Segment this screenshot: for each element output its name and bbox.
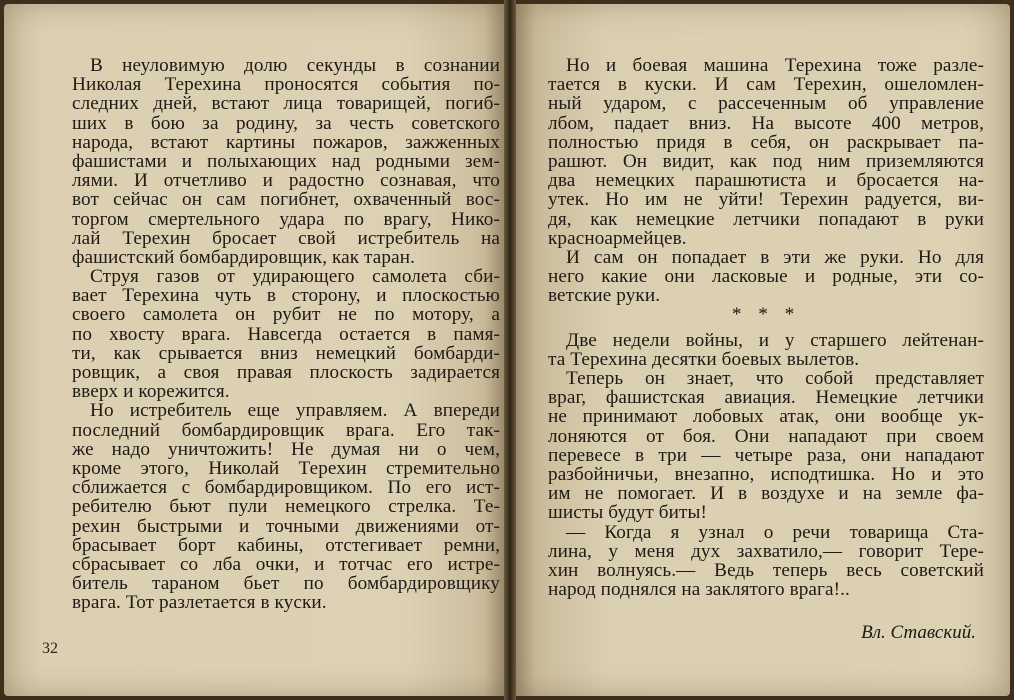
text-line: Но и боевая машина Терехина тоже разле- — [566, 55, 984, 76]
text-line: своего самолета он рубит не по мотору, а — [72, 304, 500, 326]
text-line: фашистский бомбардировщик, как таран. — [72, 246, 415, 268]
page-number: 32 — [42, 640, 58, 657]
text-line: ный ударом, с рассеченным об управление — [548, 93, 984, 115]
text-line: шисты будут биты! — [548, 502, 707, 524]
text-line: Но истребитель еще управляем. А впереди — [90, 400, 500, 422]
text-line: вверх и корежится. — [72, 381, 230, 403]
text-line: им не помогает. И в воздухе и на земле фа- — [548, 483, 984, 505]
text-line: битель тараном бьет по бомбардировщику — [72, 573, 500, 595]
text-line: В неуловимую долю секунды в сознании — [90, 55, 500, 76]
text-line: лина, у меня дух захватило,— говорит Тере- — [548, 540, 984, 562]
right-page-text — [548, 56, 984, 599]
text-line: лай Терехин бросает свой истребитель на — [72, 227, 500, 249]
text-line: не принимают лобовых атак, они вообще ук- — [548, 406, 984, 428]
text-line: вает Терехина чуть в сторону, и плоскостью — [72, 285, 500, 307]
text-line: кроме этого, Николай Терехин стремительно — [72, 457, 500, 479]
left-page-text — [72, 56, 500, 612]
text-line: сбрасывает со лба очки, и тотчас его истре- — [72, 553, 500, 575]
left-page — [4, 4, 504, 696]
text-line: ветские руки. — [548, 285, 661, 307]
text-line: последний бомбардировщик врага. Его так- — [72, 419, 500, 441]
text-line: вот сейчас он сам погибнет, охваченный вос- — [72, 189, 500, 211]
text-line: Теперь он знает, что собой представляет — [566, 368, 984, 389]
text-line: красноармейцев. — [548, 227, 687, 249]
book-gutter — [504, 0, 516, 700]
text-line: враг, фашистская авиация. Немецкие летчики — [548, 387, 984, 409]
text-line: лбом, падает вниз. На высоте 400 метров, — [548, 112, 984, 134]
text-line: ших в бою за родину, за честь советского — [72, 112, 500, 134]
section-divider: * * * — [731, 304, 801, 326]
text-line: Николая Терехина проносятся события по- — [72, 74, 500, 96]
text-line: та Терехина десятки боевых вылетов. — [548, 348, 860, 370]
text-line: следних дней, встают лица товарищей, погиб- — [72, 93, 500, 115]
text-line: полностью придя в себя, он раскрывает па- — [548, 131, 984, 153]
text-line: по хвосту врага. Навсегда остается в памя- — [72, 323, 500, 345]
text-line: дя, как немецкие летчики попадают в руки — [548, 208, 984, 230]
text-line: же надо уничтожить! Не думая ни о чем, — [72, 438, 500, 460]
text-line: народ поднялся на заклятого врага!.. — [548, 579, 850, 601]
author-signature: Вл. Ставский. — [861, 622, 976, 643]
text-line: торгом смертельного удара по врагу, Нико- — [72, 208, 500, 230]
text-line: ребителю бьют пули немецкого стрелка. Те- — [72, 496, 500, 518]
text-line: Струя газов от удирающего самолета сби- — [90, 266, 500, 288]
text-line: лоняются от боя. Они нападают при своем — [548, 425, 984, 447]
text-line: хин волнуясь.— Ведь теперь весь советский — [548, 559, 984, 581]
text-line: разбойничьи, внезапно, исподтишка. Но и это — [548, 463, 984, 485]
text-line: него какие они ласковые и родные, эти со- — [548, 266, 984, 288]
text-line: фашистами и полыхающих над родными зем- — [72, 150, 500, 172]
text-line: И сам он попадает в эти же руки. Но для — [566, 246, 984, 268]
text-line: брасывает борт кабины, отстегивает ремни, — [72, 534, 500, 556]
text-line: ти, как срывается вниз немецкий бомбарди- — [72, 342, 500, 364]
text-line: тается в куски. И сам Терехин, ошеломлен- — [548, 74, 984, 96]
text-line: Две недели войны, и у старшего лейтенан- — [566, 329, 984, 351]
text-line: рехин быстрыми и точными движениями от- — [72, 515, 500, 537]
text-line: ровщик, а своя правая плоскость задирается — [72, 362, 500, 383]
right-page — [516, 4, 1010, 696]
text-line: утек. Но им не уйти! Терехин радуется, ви- — [548, 189, 984, 211]
text-line: сближается с бомбардировщиком. По его ист- — [72, 477, 500, 499]
text-line: перевесе в три — четыре раза, они нападают — [548, 444, 984, 466]
text-line: два немецких парашютиста и бросается на- — [548, 170, 984, 192]
text-line: лями. И отчетливо и радостно сознавая, что — [72, 170, 500, 192]
text-line: рашют. Он видит, как под ним приземляются — [548, 150, 984, 172]
text-line: народа, встают картины пожаров, зажженных — [72, 131, 500, 153]
text-line: — Когда я узнал о речи товарища Ста- — [566, 521, 984, 543]
text-line: врага. Тот разлетается в куски. — [72, 592, 327, 614]
